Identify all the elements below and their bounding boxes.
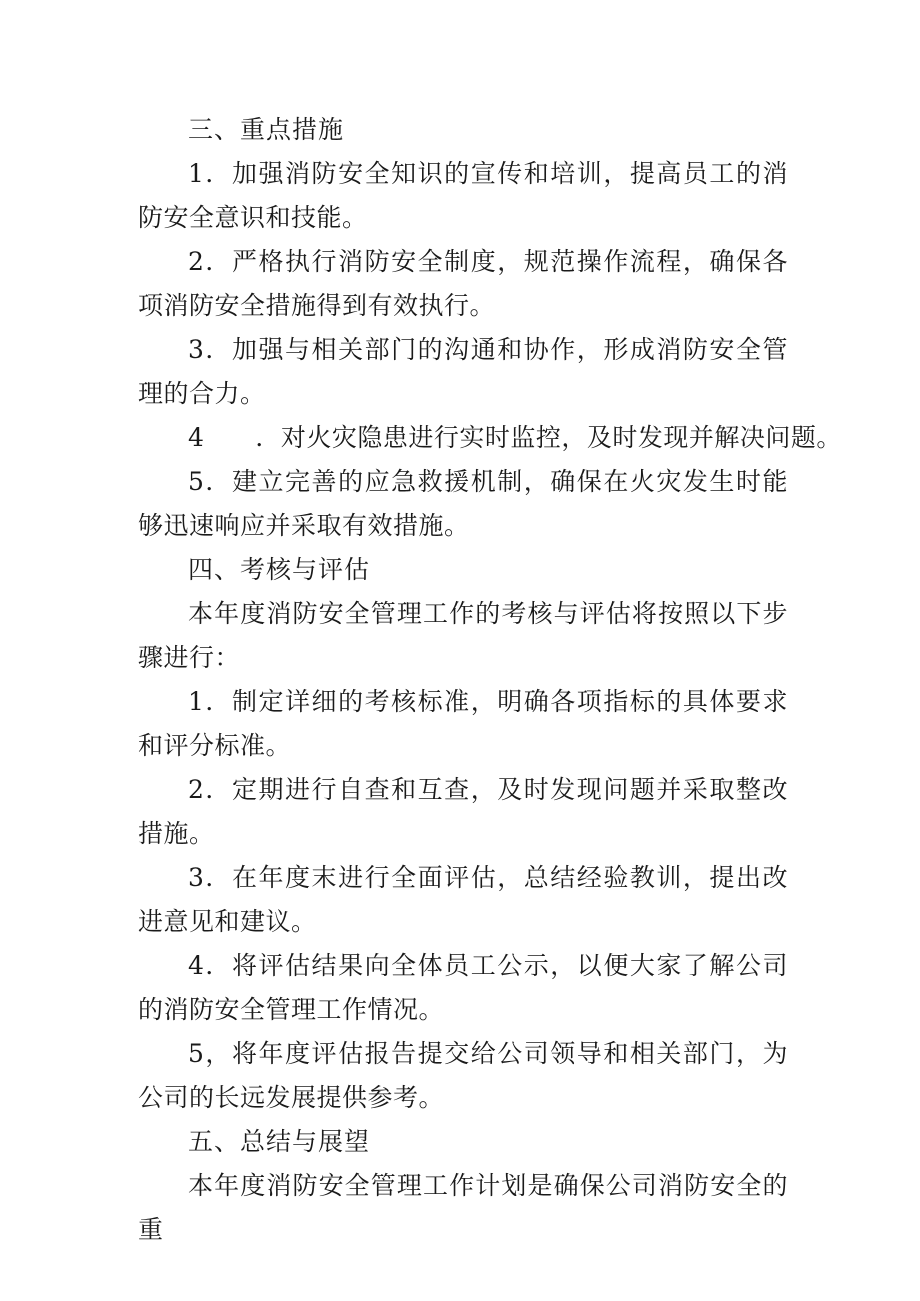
summary-paragraph: 本年度消防安全管理工作计划是确保公司消防安全的重 bbox=[138, 1171, 788, 1244]
section-heading-key-measures: 三、重点措施 bbox=[188, 115, 345, 144]
measure-item-3: 3．加强与相关部门的沟通和协作，形成消防安全管理的合力。 bbox=[138, 335, 788, 408]
measure-item-1: 1．加强消防安全知识的宣传和培训，提高员工的消防安全意识和技能。 bbox=[138, 159, 788, 232]
measure-item-5: 5．建立完善的应急救援机制，确保在火灾发生时能够迅速响应并采取有效措施。 bbox=[138, 467, 788, 540]
section-heading-summary: 五、总结与展望 bbox=[188, 1127, 371, 1156]
assessment-item-3: 3．在年度末进行全面评估，总结经验教训，提出改进意见和建议。 bbox=[138, 863, 788, 936]
assessment-intro: 本年度消防安全管理工作的考核与评估将按照以下步骤进行： bbox=[138, 599, 788, 672]
assessment-item-1: 1．制定详细的考核标准，明确各项指标的具体要求和评分标准。 bbox=[138, 687, 788, 760]
measure-item-2: 2．严格执行消防安全制度，规范操作流程，确保各项消防安全措施得到有效执行。 bbox=[138, 247, 788, 320]
assessment-item-2: 2．定期进行自查和互查，及时发现问题并采取整改措施。 bbox=[138, 775, 788, 848]
measure-item-4: 4 ．对火灾隐患进行实时监控，及时发现并解决问题。 bbox=[188, 423, 842, 452]
section-heading-assessment: 四、考核与评估 bbox=[188, 555, 371, 584]
assessment-item-4: 4．将评估结果向全体员工公示，以便大家了解公司的消防安全管理工作情况。 bbox=[138, 951, 788, 1024]
document-body bbox=[138, 108, 842, 1252]
assessment-item-5: 5，将年度评估报告提交给公司领导和相关部门，为公司的长远发展提供参考。 bbox=[138, 1039, 788, 1112]
